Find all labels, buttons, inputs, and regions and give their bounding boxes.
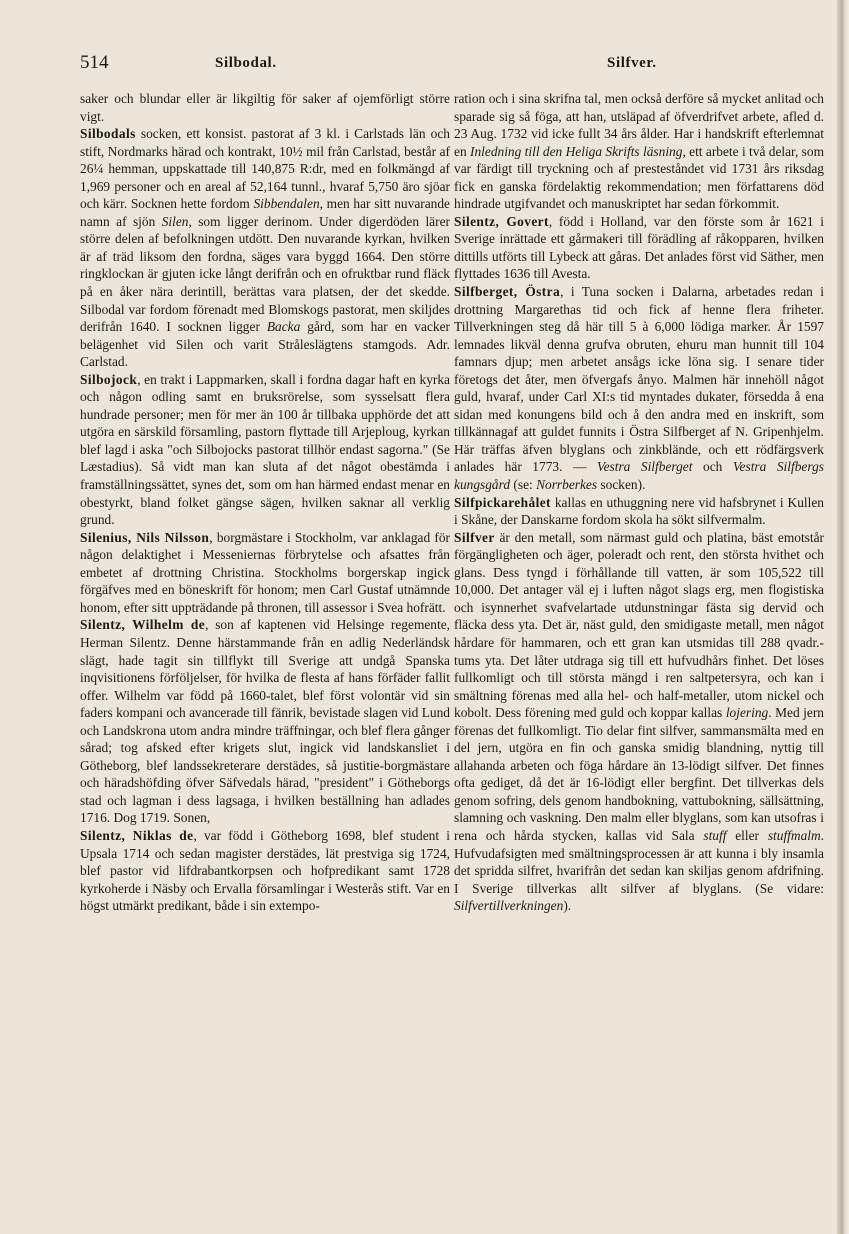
right-running-head: Silfver.: [607, 55, 657, 71]
entry-headword: Silbodals: [80, 126, 136, 142]
entry-headword: Silfberget, Östra: [454, 284, 561, 300]
body-text: saker och blundar eller är likgiltig för saker af ojemförligt större vigt.: [80, 91, 450, 124]
italic-text: Backa: [266, 319, 301, 335]
entry-headword: Silentz, Niklas de: [80, 827, 194, 843]
body-text: , född i Holland, var den förste som år 1621 i Sverige inrättade ett gårmakeri till förädling af råkopparen, hvilken dittills utförts till Lybeck att gåras. Det anlades först vid Säther, men flyttades 1636 till Avesta.: [454, 213, 824, 282]
italic-text: Norrberkes: [536, 477, 598, 493]
body-text: , en trakt i Lappmarken, skall i fordna dagar haft en kyrka och någon odling samt en bruksrörelse, som sysselsatt flera hundrade personer; men för mer än 100 år tillbaka upphörde det att utgöra en särskild församling, pastorn flyttade till Arjeploug, kyrkan blef lagd i aska "och Silbojocks pastorat tillhör endast sagorna." (Se Læstadius). Så vidt man kan sluta af det något obestämda i framställningssättet, synes det, som om han härmed endast menar en obestyrkt, bland folket gängse sägen, hvilken saknar all verklig grund.: [80, 371, 450, 528]
left-running-head: Silbodal.: [215, 55, 277, 71]
body-text: , var född i Götheborg 1698, blef student i Upsala 1714 och sedan magister derstädes, lät prestviga sig 1724, blef pastor vid lifdrabantkorpsen och hofpredikant samt 1728 kyrkoherde i Näsby och Ervalla församlingar i Westerås stift. Var en högst utmärkt predikant, både i sin extempo-: [80, 827, 450, 914]
entry-headword: Silfver: [454, 529, 495, 545]
italic-text: Silfvertillverkningen: [454, 898, 564, 914]
body-text: , borgmästare i Stockholm, var anklagad för någon delaktighet i Messeniernas förbrytelse och afsattes från embetet af drottning Christina. Stockholms borgerskap ingick förgäfves med en böneskrift för honom; men Carl Gustaf utnämnde honom, efter sitt uppträdande på thronen, till assessor i Svea hofrätt.: [80, 529, 451, 615]
paragraph: [80, 616, 450, 827]
body-text: gård, som har en vacker belägenhet vid Silen och varit Stråleslägtens stamgods. Adr. Carlstad.: [80, 319, 450, 370]
body-text: socken, ett konsist. pastorat af 3 kl. i Carlstads län och stift, Nordmarks härad och kontrakt, 10½ mil från Carlstad, består af 26¼ hemman, uppskattade till 140,875 R:dr, med en folkmängd af 1,969 personer och en areal af 52,164 tunnl., hvaraf 5,750 äro sjöar och kärr. Socknen hette fordom: [80, 126, 450, 212]
italic-text: Sibbendalen: [253, 196, 320, 212]
italic-text: stuffmalm: [767, 827, 821, 843]
body-text: och: [692, 459, 733, 475]
page-header: [80, 52, 830, 80]
paragraph: [454, 283, 824, 494]
body-text: , men har sitt nuvarande namn af sjön: [80, 196, 451, 229]
paragraph: [454, 529, 824, 915]
paragraph: [454, 494, 824, 529]
body-text: ).: [563, 898, 572, 914]
body-text: eller: [726, 827, 768, 843]
page-number: 514: [80, 52, 109, 73]
body-text: , son af kaptenen vid Helsinge regemente, Herman Silentz. Denne härstammande från en adlig Nederländsk slägt, hade tagit sin tillflykt till Sverige att undgå Spanska inqvisitionens förföljelser, för hvilka de flesta af hans förfäder fallit offer. Wilhelm var född på 1660-talet, blef först volontär vid sin faders kompani och avancerade till fänrik, bevistade slagen vid Lund och Landskrona utom andra mindre träffningar, och blef flera gånger sårad; tog afsked efter krigets slut, ingick vid landskansliet i Götheborg, blef landssekreterare derstädes, så justitie-borgmästare och häradshöfding öfver Säfvedals härad, "president" i Götheborgs stad och lagman i dess lagsaga, i hvilken beställning han adlades 1716. Dog 1719. Sonen,: [80, 617, 451, 826]
italic-text: stuff: [703, 827, 727, 843]
paragraph: [80, 125, 450, 371]
page-edge: [837, 0, 849, 1234]
right-column: [454, 90, 824, 915]
entry-headword: Silenius, Nils Nilsson: [80, 529, 210, 545]
entry-headword: Silentz, Govert: [454, 213, 549, 229]
paragraph: [80, 529, 450, 617]
body-text: kallas en uthuggning nere vid hafsbrynet i Kullen i Skåne, der Danskarne fordom skola ha sökt silfvermalm.: [454, 494, 824, 528]
italic-text: Vestra Silfbergs kungsgård: [454, 459, 824, 493]
entry-headword: Silbojock: [80, 371, 138, 387]
entry-headword: Silentz, Wilhelm de: [80, 617, 206, 633]
italic-text: lojering: [725, 705, 769, 721]
italic-text: Vestra Silfberget: [596, 459, 693, 475]
paragraph: [80, 827, 450, 915]
body-text: , som ligger derinom. Under digerdöden lärer större delen af befolkningen utdött. Den nuvarande kyrkan, hvilken är af träd liksom den fordna, säges vara byggd 1664. Den större ringklockan är gjuten icke långt derifrån och en ofruktbar rund fläck på en åker nära derintill, berättas vara platsen, der det skedde. Silbodal var fordom förenadt med Blomskogs pastorat, men skiljdes derifrån 1640. I socknen ligger: [80, 213, 450, 335]
italic-text: Silen: [161, 213, 189, 229]
body-text: är den metall, som närmast guld och platina, bäst emotstår förgängligheten och äger, poleradt och rent, den största hvithet och glans. Dess tyngd i förhållande till vatten, är som 105,522 till 10,000. Det antager väl ej i luften något slags erg, men flogistiska och isynnerhet svafvelartade utdunstningar fästa sig dervid och fläcka dess yta. Det är, näst guld, den smidigaste metall, men något hårdare för hammaren, och ett gran kan utsmidas till 288 qvadr.-tums yta. Det låter utdraga sig till ett hufvudhårs finhet. Det löses fullkomligt och till största mängd i ren saltpetersyra, och kan i smältning förenas med alla hel- och half-metaller, utom nickel och kobolt. Dess förening med guld och koppar kallas: [454, 529, 824, 721]
italic-text: Inledning till den Heliga Skrifts läsning: [470, 143, 683, 159]
paragraph: [454, 213, 824, 283]
paragraph: [80, 90, 450, 125]
paragraph: [454, 90, 824, 213]
body-text: . Med jern förenas det fullkomligt. Tio delar fint silfver, sammansmälta med en del jern, utgöra en fin och ganska smidig blandning, nyttig till allahanda arbeten och föga hårdare än 13-lödigt silfver. Det finnes ofta gediget, då det är 16-lödigt eller bergfint. Det tillverkas dels genom sofring, dels genom handbokning, vattubokning, sällsättning, slamning och vaskning. Den malm eller blyglans, som kan utsofras i rena och hårda stycken, kallas vid Sala: [454, 705, 824, 843]
body-text: socken).: [597, 477, 646, 493]
body-text: , ett arbete i två delar, som var färdigt till tryckning och af presteståndet vid 1731 års riksdag fick en ganska fördelaktig rekommendation; men författarens död hindrade utgifvandet och manuskriptet har sedan förkommit.: [454, 143, 824, 212]
body-text: (se:: [510, 477, 537, 493]
entry-headword: Silfpickarehålet: [454, 494, 551, 510]
paragraph: [80, 371, 450, 529]
body-text: , i Tuna socken i Dalarna, arbetades redan i drottning Margarethas tid och fick af henne flera friheter. Tillverkningen steg då här till 5 à 6,000 lödiga marker. År 1597 lemnades likväl denna grufva obruten, ehuru man hunnit till 104 famnars djup; men arbetet ansågs icke löna sig. I senare tider företogs det åter, men öfvergafs ånyo. Malmen här innehöll något guld, hvaraf, under Carl XI:s tid myntades dukater, försedda å ena sidan med konungens bild och å den andra med en inskrift, som tillkännagaf att guldet funnits i Östra Silfberget af N. Gripenhjelm. Här träffas äfven blyglans och zinkblände, och ett rödfärgsverk anlades här 1773. —: [454, 284, 824, 475]
left-column: [80, 90, 450, 915]
body-text: . Hufvudafsigten med smältningsprocessen är att kunna i bly insamla det spridda silfret, hvarifrån det sedan kan skiljas genom afdrifning. I Sverige tillverkas allt silfver af blyglans. (Se vidare:: [454, 827, 825, 896]
body-text: ration och i sina skrifna tal, men också derföre så mycket anlitad och sparade sig så föga, att han, utsläpad af öfverdrifvet arbete, afled d. 23 Aug. 1732 vid icke fullt 34 års ålder. Har i handskrift efterlemnat en: [454, 91, 824, 159]
